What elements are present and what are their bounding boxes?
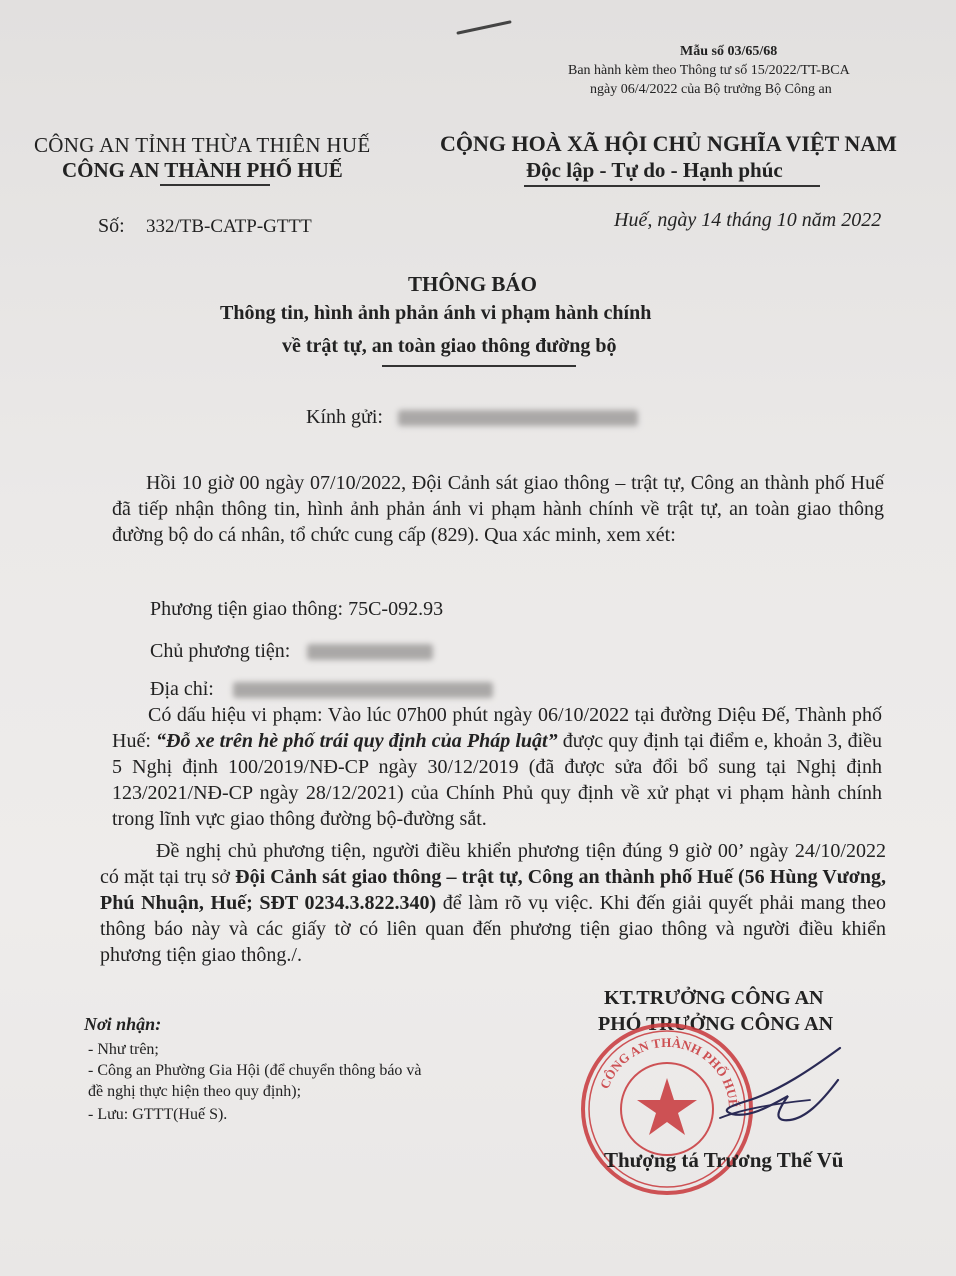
request-text-post: để làm rõ vụ việc. Khi đến giải quyết phải mang theo thông báo này và các giấy tờ có liên quan đến phương tiện giao thông và người điều khiển phương tiện giao thông./. <box>100 892 887 966</box>
place-date: Huế, ngày 14 tháng 10 năm 2022 <box>614 209 882 231</box>
pen-mark <box>456 20 511 35</box>
signature-title-2: PHÓ TRƯỞNG CÔNG AN <box>598 1013 834 1035</box>
nation-title: CỘNG HOÀ XÃ HỘI CHỦ NGHĨA VIỆT NAM <box>440 131 897 156</box>
motto-underline <box>524 185 820 187</box>
owner-line <box>150 640 433 663</box>
recipient-line <box>306 406 638 429</box>
recipient-item: - Công an Phường Gia Hội (để chuyển thông báo và <box>88 1062 422 1079</box>
doc-subtitle-1: Thông tin, hình ảnh phản ánh vi phạm hành chính <box>220 302 652 324</box>
violation-text-post: được quy định tại điểm e, khoản 3, điều 5 Nghị định 100/2019/NĐ-CP ngày 30/12/2019 (đã được sửa đổi bổ sung tại Nghị định 123/2021/NĐ-CP ngày 28/12/2021) của Chính Phủ quy định về xử phạt vi phạm hành chính trong lĩnh vực giao thông đường bộ-đường sắt. <box>112 730 883 830</box>
doc-number-label: Số: <box>98 215 125 237</box>
paragraph-violation <box>112 702 882 832</box>
doc-title: THÔNG BÁO <box>408 272 537 296</box>
recipient-item: - Như trên; <box>88 1041 159 1058</box>
recipient-item: đề nghị thực hiện theo quy định); <box>88 1083 302 1100</box>
vehicle-plate: 75C-092.93 <box>348 598 444 620</box>
owner-label: Chủ phương tiện: <box>150 640 291 662</box>
recipients-title: Nơi nhận: <box>84 1014 162 1034</box>
redacted-address <box>233 682 493 698</box>
vehicle-label: Phương tiện giao thông: <box>150 598 344 620</box>
redacted-owner <box>307 644 433 660</box>
form-number: Mẫu số 03/65/68 <box>680 44 778 59</box>
paragraph-request <box>100 838 886 968</box>
recipient-item: - Lưu: GTTT(Huế S). <box>88 1106 228 1123</box>
redacted-recipient <box>398 410 638 426</box>
org-unit: CÔNG AN THÀNH PHỐ HUẾ <box>62 158 343 182</box>
violation-quote: “Đỗ xe trên hè phố trái quy định của Pháp luật” <box>156 730 558 752</box>
org-underline <box>160 184 270 186</box>
handwritten-signature <box>660 1040 860 1130</box>
address-line <box>150 678 493 701</box>
org-parent: CÔNG AN TỈNH THỪA THIÊN HUẾ <box>34 133 371 157</box>
recipient-label: Kính gửi: <box>306 406 383 428</box>
request-text-pre: Đề nghị chủ phương tiện, người điều khiển phương tiện đúng 9 giờ 00’ ngày 24/10/2022 có mặt tại trụ sở <box>100 840 886 888</box>
paragraph-intro: Hồi 10 giờ 00 ngày 07/10/2022, Đội Cảnh sát giao thông – trật tự, Công an thành phố Huế đã tiếp nhận thông tin, hình ảnh phản ánh vi phạm hành chính về trật tự, an toàn giao thông đường bộ do cá nhân, tổ chức cung cấp (829). Qua xác minh, xem xét: <box>112 472 884 546</box>
doc-number: 332/TB-CATP-GTTT <box>146 216 312 237</box>
violation-text-pre: Có dấu hiệu vi phạm: Vào lúc 07h00 phút ngày 06/10/2022 tại đường Diệu Đế, Thành phố Huế: <box>112 704 882 752</box>
address-label: Địa chỉ: <box>150 678 214 700</box>
motto: Độc lập - Tự do - Hạnh phúc <box>526 158 783 182</box>
form-issued-line2: ngày 06/4/2022 của Bộ trưởng Bộ Công an <box>590 82 832 97</box>
seal-text: CÔNG AN THÀNH PHỐ HUẾ <box>596 1034 742 1109</box>
doc-subtitle-2: về trật tự, an toàn giao thông đường bộ <box>282 335 617 357</box>
vehicle-line <box>150 598 443 621</box>
signature-title-1: KT.TRƯỞNG CÔNG AN <box>604 987 824 1009</box>
form-issued-line1: Ban hành kèm theo Thông tư số 15/2022/TT-BCA <box>568 63 850 78</box>
signer-name: Thượng tá Trương Thế Vũ <box>604 1148 844 1172</box>
request-location: Đội Cảnh sát giao thông – trật tự, Công an thành phố Huế (56 Hùng Vương, Phú Nhuận, Huế; SĐT 0234.3.822.340) <box>100 866 886 914</box>
subtitle-underline <box>382 365 576 367</box>
